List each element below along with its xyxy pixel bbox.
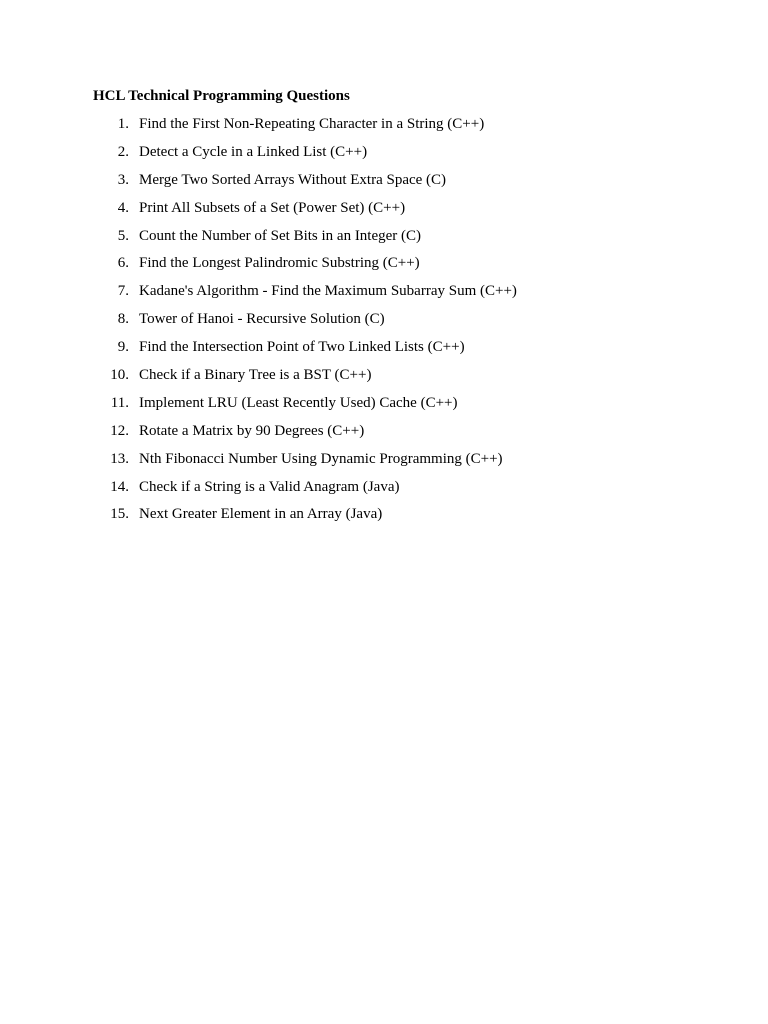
item-number: 11.	[110, 394, 129, 411]
item-number: 10.	[110, 367, 129, 384]
item-text: Detect a Cycle in a Linked List (C++)	[139, 143, 368, 160]
item-text: Rotate a Matrix by 90 Degrees (C++)	[139, 422, 365, 439]
item-number: 13.	[110, 450, 129, 467]
item-text: Check if a String is a Valid Anagram (Java)	[139, 478, 400, 495]
item-number: 5.	[117, 227, 129, 244]
item-text: Nth Fibonacci Number Using Dynamic Programming (C++)	[139, 450, 503, 467]
item-number: 6.	[117, 255, 129, 272]
document-title: HCL Technical Programming Questions	[93, 88, 350, 104]
item-text: Print All Subsets of a Set (Power Set) (C++)	[139, 199, 406, 216]
item-number: 12.	[110, 422, 129, 439]
item-number: 2.	[117, 143, 129, 160]
item-number: 8.	[117, 311, 129, 328]
item-text: Tower of Hanoi - Recursive Solution (C)	[139, 311, 385, 328]
item-text: Check if a Binary Tree is a BST (C++)	[139, 367, 372, 384]
item-text: Merge Two Sorted Arrays Without Extra Space (C)	[139, 171, 447, 188]
item-number: 9.	[117, 339, 129, 356]
item-text: Count the Number of Set Bits in an Integer (C)	[139, 227, 422, 244]
item-number: 7.	[117, 283, 129, 300]
item-text: Find the Intersection Point of Two Linked Lists (C++)	[139, 339, 465, 356]
item-number: 15.	[110, 506, 129, 523]
item-number: 4.	[117, 199, 129, 216]
item-text: Kadane's Algorithm - Find the Maximum Subarray Sum (C++)	[139, 283, 517, 300]
item-text: Find the First Non-Repeating Character in a String (C++)	[139, 116, 485, 132]
item-number: 14.	[110, 478, 129, 495]
item-text: Implement LRU (Least Recently Used) Cache (C++)	[139, 394, 458, 411]
item-text: Next Greater Element in an Array (Java)	[139, 506, 383, 523]
item-text: Find the Longest Palindromic Substring (C++)	[139, 255, 420, 272]
item-number: 1.	[117, 116, 129, 132]
item-number: 3.	[117, 171, 129, 188]
